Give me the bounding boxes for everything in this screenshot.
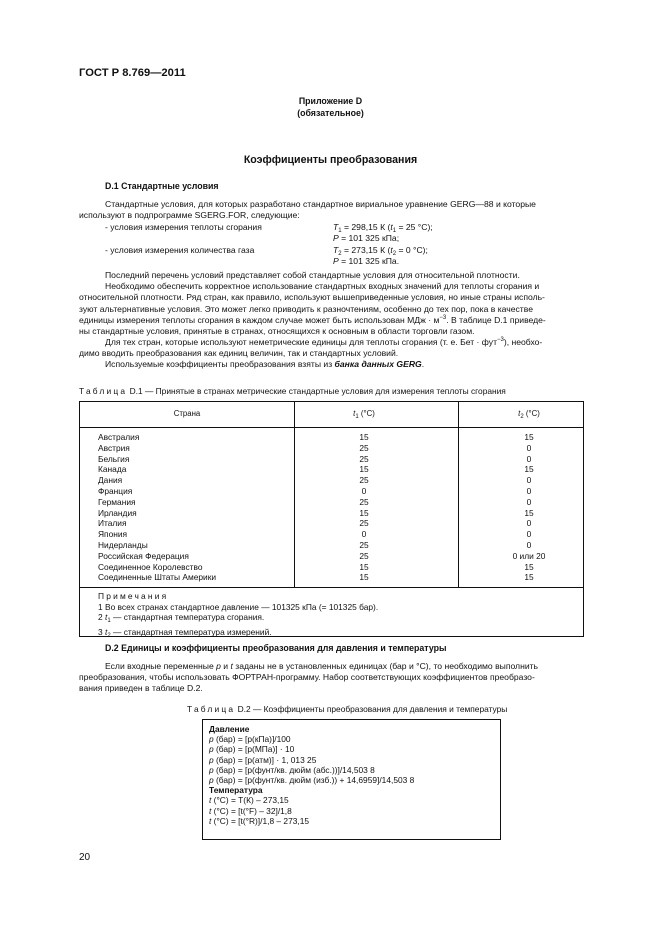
text-line: используют в подпрограмме SGERG.FOR, следующие: bbox=[79, 210, 300, 221]
condition-heat-label: - условия измерения теплоты сгорания bbox=[105, 222, 262, 232]
table-row bbox=[80, 475, 583, 486]
table2-caption: Таблица D.2 — Коэффициенты преобразования для давления и температуры bbox=[187, 704, 508, 714]
text-line: Для тех стран, которые используют неметрические единицы для теплоты сгорания (т. е. Бет · фут$^{-3}$), необхо- bbox=[105, 337, 543, 348]
document-standard-number: ГОСТ Р 8.769—2011 bbox=[79, 67, 186, 79]
formula-line: p (бар) = [р(фунт/кв. дюйм (изб.)) + 14,6959]/14,503 8 bbox=[209, 775, 415, 786]
table-row bbox=[80, 508, 583, 519]
cell-t2: 0 или 20 bbox=[512, 550, 546, 561]
table1-caption: Таблица D.1 — Принятые в странах метрические стандартные условия для измерения теплоты сгорания bbox=[79, 386, 506, 396]
table1-header bbox=[80, 402, 583, 428]
condition-gas-value: $T_2 = 273,15$ К ($t_2 = 0$ °С); bbox=[333, 245, 428, 257]
cell-t1: 15 bbox=[359, 561, 369, 572]
cell-country: Германия bbox=[98, 496, 136, 507]
cell-t2: 0 bbox=[526, 485, 532, 496]
page-title: Коэффициенты преобразования bbox=[243, 154, 418, 166]
temperature-heading: Температура bbox=[209, 785, 263, 796]
text-line: зуют альтернативные условия. Это может легко приводить к разночтениям, особенно до тех пор, пока в качестве bbox=[79, 303, 533, 314]
paragraph-intro bbox=[79, 199, 584, 221]
cell-country: Нидерланды bbox=[98, 539, 148, 550]
cell-t1: 15 bbox=[359, 464, 369, 475]
appendix-status: (обязательное) bbox=[297, 108, 364, 118]
cell-country: Австралия bbox=[98, 432, 140, 442]
cell-country: Соединенное Королевство bbox=[98, 561, 203, 572]
column-header-country: Страна bbox=[173, 409, 201, 418]
cell-country: Франция bbox=[98, 485, 133, 496]
section-heading-d2: D.2 Единицы и коэффициенты преобразования для давления и температуры bbox=[105, 643, 447, 653]
table1 bbox=[79, 401, 584, 637]
text-line: Если входные переменные p и t заданы не в установленных единицах (бар и °С), то необходимо выполнить bbox=[105, 661, 539, 671]
cell-country: Ирландия bbox=[98, 507, 137, 518]
formula-line: t (°С) = [t(°F) – 32]/1,8 bbox=[209, 805, 292, 816]
text-line: димо вводить преобразования как единиц величин, так и стандартных условий. bbox=[79, 348, 399, 359]
cell-t2: 15 bbox=[524, 507, 534, 518]
table-row bbox=[80, 464, 583, 475]
table-row bbox=[80, 443, 583, 454]
table1-body bbox=[80, 432, 583, 583]
cell-t2: 15 bbox=[524, 561, 534, 572]
cell-t1: 25 bbox=[359, 442, 369, 453]
text-line: преобразования, чтобы использовать ФОРТРАН-программу. Набор соответствующих коэффициентов преобразо- bbox=[79, 672, 535, 683]
column-header-t2: $t_2$ (°С) bbox=[518, 409, 540, 420]
appendix-label: Приложение D bbox=[298, 96, 363, 106]
cell-country: Канада bbox=[98, 464, 127, 475]
cell-t2: 15 bbox=[524, 464, 534, 475]
cell-t2: 0 bbox=[526, 453, 532, 464]
formula-line: t (°С) = [t(°R)]/1,8 – 273,15 bbox=[209, 815, 310, 826]
cell-t2: 15 bbox=[524, 432, 534, 442]
formula-line: p (бар) = [р(МПа)] · 10 bbox=[209, 744, 295, 755]
cell-t1: 15 bbox=[359, 507, 369, 518]
table2 bbox=[202, 719, 501, 840]
cell-country: Австрия bbox=[98, 442, 130, 453]
note-item: 1 Во всех странах стандартное давление — 101325 кПа (= 101325 бар). bbox=[98, 601, 379, 612]
cell-t1: 0 bbox=[361, 485, 367, 496]
cell-t2: 0 bbox=[526, 529, 532, 540]
cell-t1: 15 bbox=[359, 432, 369, 442]
cell-t2: 0 bbox=[526, 539, 532, 550]
table-row bbox=[80, 454, 583, 465]
condition-heat-value: $T_1 = 298,15$ К ($t_1 = 25$ °С); bbox=[333, 222, 433, 234]
text-line: ны стандартные условия, принятые в странах, относящихся к основным в области торговли газом. bbox=[79, 325, 475, 336]
cell-t2: 0 bbox=[526, 496, 532, 507]
text-line: относительной плотности. Ряд стран, как правило, используют вышеприведенные условия, но иные страны исполь- bbox=[79, 292, 545, 303]
page-number: 20 bbox=[79, 852, 91, 863]
table-row bbox=[80, 432, 583, 443]
notes-heading: Примечания bbox=[98, 591, 169, 601]
table1-divider bbox=[80, 587, 583, 588]
cell-t2: 0 bbox=[526, 518, 532, 529]
cell-t1: 25 bbox=[359, 550, 369, 561]
pressure-heading: Давление bbox=[209, 724, 250, 734]
cell-country: Соединенные Штаты Америки bbox=[98, 572, 217, 583]
table-row bbox=[80, 562, 583, 573]
formula-line: p (бар) = [р(кПа)]/100 bbox=[209, 734, 291, 745]
cell-t1: 25 bbox=[359, 518, 369, 529]
table-row bbox=[80, 486, 583, 497]
condition-heat-pressure: P = 101 325 кПа; bbox=[333, 233, 400, 243]
formula-line: p (бар) = [р(атм)] · 1, 013 25 bbox=[209, 754, 317, 765]
column-header-t1: $t_1$ (°С) bbox=[353, 409, 375, 420]
table-row bbox=[80, 518, 583, 529]
text-line: Используемые коэффициенты преобразования взяты из банка данных GERG. bbox=[105, 359, 425, 370]
cell-country: Российская Федерация bbox=[98, 550, 189, 561]
table-row bbox=[80, 529, 583, 540]
table-row bbox=[80, 551, 583, 562]
note-item: 2 $t_1$ — стандартная температура сгорания. bbox=[98, 612, 265, 624]
table1-notes bbox=[98, 591, 378, 641]
text-line: Необходимо обеспечить корректное использование стандартных входных значений для теплоты сгорания и bbox=[105, 281, 540, 292]
note-item: 3 $t_2$ — стандартная температура измерений. bbox=[98, 626, 272, 639]
condition-gas-pressure: P = 101 325 кПа. bbox=[333, 256, 400, 266]
text-line: единицы измерения теплоты сгорания в каждом случае может быть использован МДж · $м^{-3}$. В таблице D.1 приведе- bbox=[79, 314, 546, 325]
cell-country: Дания bbox=[98, 475, 123, 486]
table-row bbox=[80, 497, 583, 508]
cell-t2: 0 bbox=[526, 442, 532, 453]
cell-t1: 25 bbox=[359, 475, 369, 486]
condition-gas-label: - условия измерения количества газа bbox=[105, 245, 255, 255]
cell-t1: 15 bbox=[359, 572, 369, 583]
cell-country: Бельгия bbox=[98, 453, 130, 464]
table-row bbox=[80, 540, 583, 551]
text-line: Последний перечень условий представляет собой стандартные условия для относительной плотности. bbox=[105, 270, 520, 280]
text-line: вания приведен в таблице D.2. bbox=[79, 683, 203, 694]
temperature-formulas bbox=[209, 795, 500, 826]
cell-t2: 15 bbox=[524, 572, 534, 583]
cell-t1: 25 bbox=[359, 453, 369, 464]
section-heading-d1: D.1 Стандартные условия bbox=[105, 181, 219, 191]
paragraph-body bbox=[79, 270, 584, 371]
cell-t1: 0 bbox=[361, 529, 367, 540]
cell-t1: 25 bbox=[359, 539, 369, 550]
formula-line: t (°С) = Т(К) – 273,15 bbox=[209, 795, 289, 806]
cell-country: Япония bbox=[98, 529, 128, 540]
cell-t1: 25 bbox=[359, 496, 369, 507]
cell-t2: 0 bbox=[526, 475, 532, 486]
cell-country: Италия bbox=[98, 518, 127, 529]
pressure-formulas bbox=[209, 734, 500, 785]
paragraph-d2 bbox=[79, 661, 584, 695]
table-row bbox=[80, 572, 583, 583]
text-line: Стандартные условия, для которых разработано стандартное вириальное уравнение GERG—88 и которые bbox=[105, 199, 536, 209]
formula-line: p (бар) = [р(фунт/кв. дюйм (абс.))]/14,503 8 bbox=[209, 764, 375, 775]
